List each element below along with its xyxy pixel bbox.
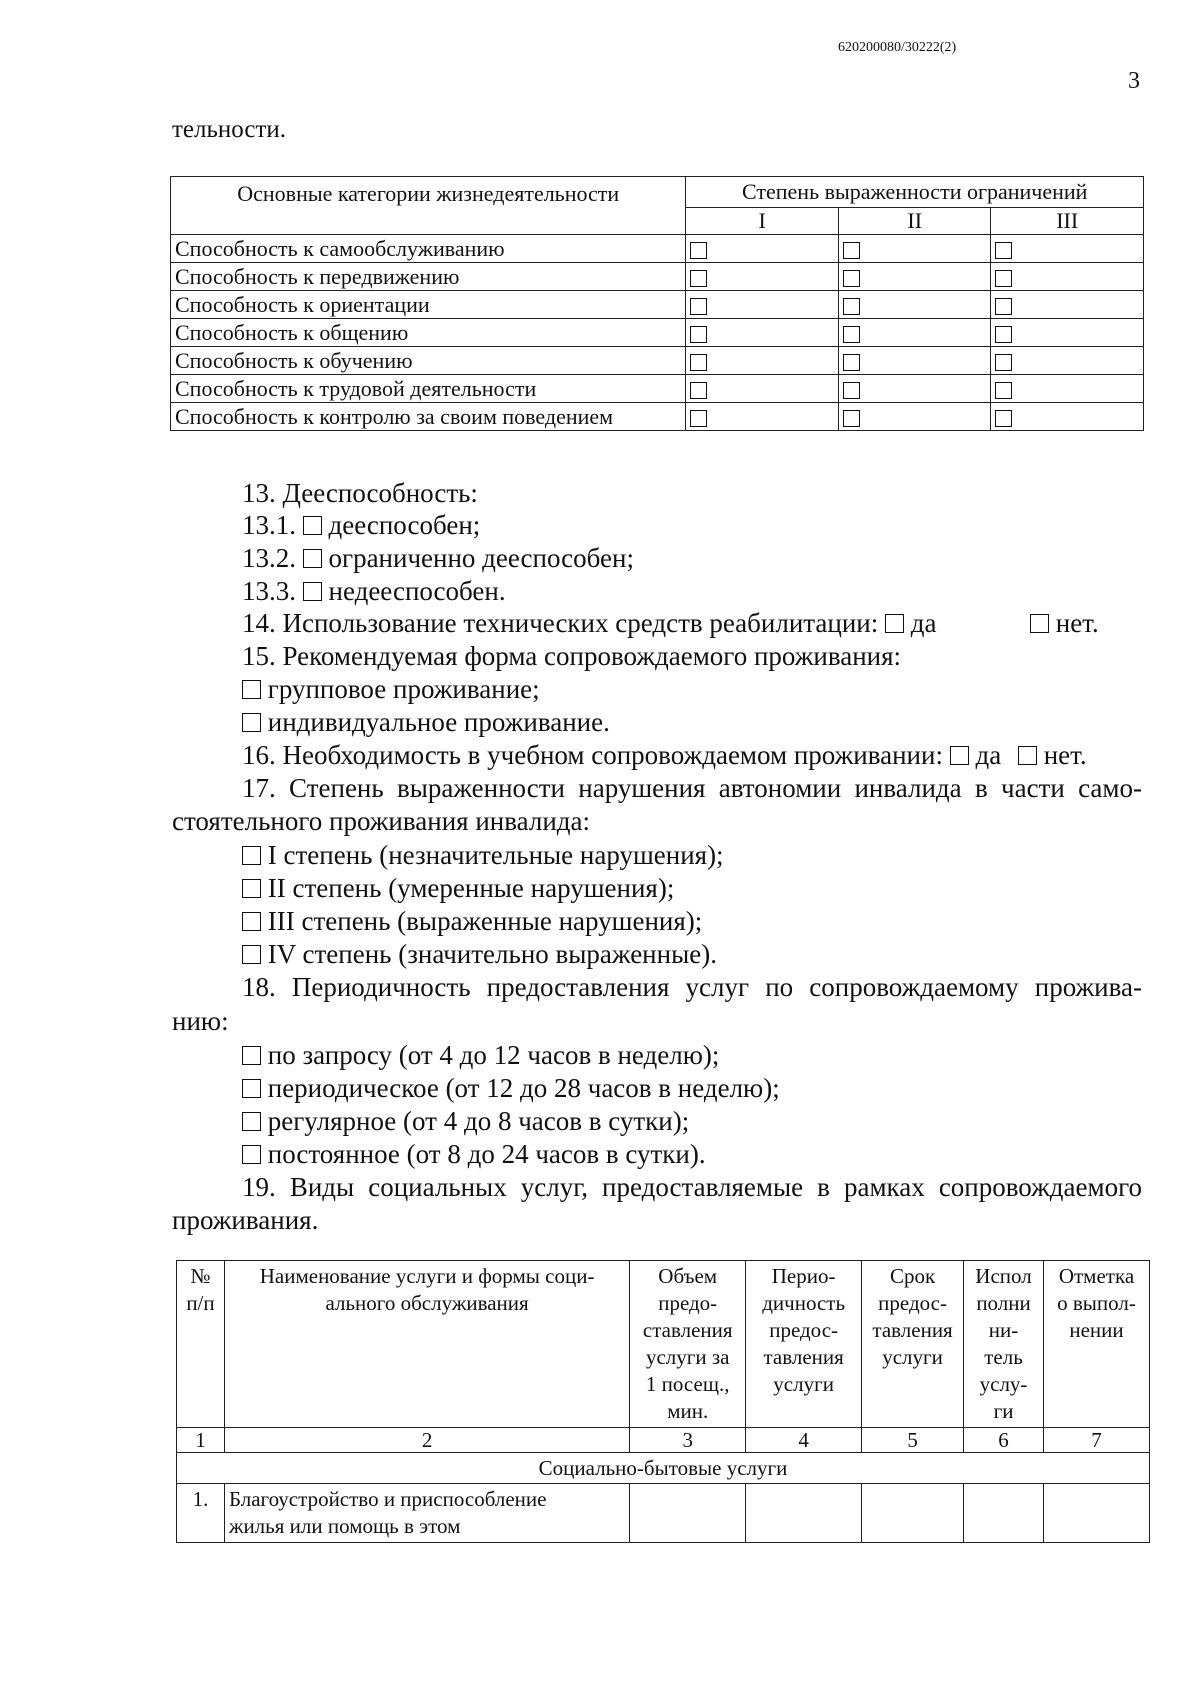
service-name: Благоустройство и приспособление жилья или помощь в этом	[224, 1484, 629, 1543]
completion-mark-cell[interactable]	[1044, 1484, 1150, 1543]
category-label: Способность к передвижению	[171, 263, 686, 291]
section-16	[242, 740, 1087, 771]
checkbox[interactable]	[242, 1079, 261, 1098]
checkbox[interactable]	[690, 326, 707, 343]
checkbox[interactable]	[995, 326, 1012, 343]
checkbox[interactable]	[843, 298, 860, 315]
checkbox-cell[interactable]	[686, 347, 839, 375]
header-executor: Испол полни ни- тель услу- ги	[964, 1261, 1044, 1428]
header-service-name: Наименование услуги и формы соци- ального обслуживания	[224, 1261, 629, 1428]
no-label: нет.	[1055, 608, 1099, 638]
column-number: 7	[1044, 1428, 1150, 1453]
category-label: Способность к трудовой деятельности	[171, 375, 686, 403]
category-label: Способность к общению	[171, 319, 686, 347]
yes-label: да	[975, 740, 1002, 770]
header-term: Срок предос- тавления услуги	[862, 1261, 964, 1428]
checkbox-cell[interactable]	[686, 235, 839, 263]
option-label: III степень (выраженные нарушения);	[267, 906, 703, 936]
option-label: по запросу (от 4 до 12 часов в неделю);	[267, 1040, 720, 1070]
section-18-line-2: нию:	[172, 1006, 229, 1036]
option-label: групповое проживание;	[267, 674, 540, 704]
option-13-2	[242, 543, 634, 574]
checkbox-cell[interactable]	[686, 403, 839, 431]
option-18-d	[242, 1139, 706, 1170]
checkbox-cell[interactable]	[686, 375, 839, 403]
checkbox-cell[interactable]	[686, 319, 839, 347]
checkbox[interactable]	[995, 382, 1012, 399]
column-number: 2	[224, 1428, 629, 1453]
section-14	[242, 608, 936, 639]
checkbox[interactable]	[242, 1145, 261, 1164]
degree-2-header: II	[838, 208, 991, 235]
section-19-line-2: проживания.	[172, 1205, 319, 1235]
checkbox[interactable]	[303, 516, 322, 535]
table-row	[177, 1484, 1150, 1543]
option-label: дееспособен;	[328, 510, 481, 540]
checkbox[interactable]	[690, 354, 707, 371]
category-label: Способность к ориентации	[171, 291, 686, 319]
option-label: недееспособен.	[328, 576, 506, 606]
checkbox[interactable]	[242, 846, 261, 865]
table-row	[171, 403, 1144, 431]
checkbox[interactable]	[242, 879, 261, 898]
col-category-header: Основные категории жизнедеятельности	[171, 177, 686, 235]
checkbox-cell[interactable]	[991, 235, 1144, 263]
option-label: индивидуальное проживание.	[267, 707, 610, 737]
checkbox-cell[interactable]	[838, 403, 991, 431]
option-15-a	[242, 674, 540, 705]
option-label: II степень (умеренные нарушения);	[267, 873, 675, 903]
checkbox-cell[interactable]	[991, 319, 1144, 347]
option-18-a	[242, 1040, 719, 1071]
checkbox[interactable]	[843, 410, 860, 427]
option-label: IV степень (значительно выраженные).	[267, 939, 717, 969]
checkbox-yes[interactable]	[885, 614, 904, 633]
section-16-title: 16. Необходимость в учебном сопровождаемом проживании:	[242, 740, 943, 770]
table-row	[171, 347, 1144, 375]
option-13-3	[242, 576, 506, 607]
section-row	[177, 1453, 1150, 1484]
no-label: нет.	[1043, 740, 1087, 770]
section-13-title: 13. Дееспособность:	[242, 478, 478, 508]
checkbox[interactable]	[690, 242, 707, 259]
checkbox-cell[interactable]	[838, 235, 991, 263]
table-row	[171, 263, 1144, 291]
option-number: 13.2.	[242, 543, 296, 573]
column-number-row	[177, 1428, 1150, 1453]
checkbox[interactable]	[995, 242, 1012, 259]
option-13-1	[242, 510, 480, 541]
checkbox[interactable]	[843, 354, 860, 371]
option-17-a	[242, 840, 724, 871]
section-14-no	[1030, 608, 1099, 639]
checkbox[interactable]	[843, 242, 860, 259]
checkbox-cell[interactable]	[991, 291, 1144, 319]
table-header-row	[177, 1261, 1150, 1428]
limitations-table	[170, 176, 1144, 431]
section-14-title: 14. Использование технических средств реабилитации:	[242, 608, 879, 638]
checkbox[interactable]	[690, 410, 707, 427]
checkbox[interactable]	[242, 713, 261, 732]
col-degree-header: Степень выраженности ограничений	[686, 177, 1144, 208]
degree-1-header: I	[686, 208, 839, 235]
option-18-c	[242, 1106, 689, 1137]
checkbox-cell[interactable]	[838, 347, 991, 375]
document-id: 620200080/30222(2)	[838, 40, 957, 55]
checkbox-no[interactable]	[1018, 746, 1037, 765]
checkbox[interactable]	[303, 582, 322, 601]
checkbox[interactable]	[303, 549, 322, 568]
section-title: Социально-бытовые услуги	[177, 1453, 1150, 1484]
category-label: Способность к контролю за своим поведением	[171, 403, 686, 431]
option-label: постоянное (от 8 до 24 часов в сутки).	[267, 1139, 706, 1169]
checkbox-cell[interactable]	[991, 347, 1144, 375]
header-number: № п/п	[177, 1261, 225, 1428]
category-label: Способность к обучению	[171, 347, 686, 375]
option-17-c	[242, 906, 702, 937]
checkbox-cell[interactable]	[991, 263, 1144, 291]
checkbox[interactable]	[242, 680, 261, 699]
checkbox[interactable]	[690, 270, 707, 287]
executor-cell[interactable]	[964, 1484, 1044, 1543]
checkbox-cell[interactable]	[991, 375, 1144, 403]
services-table	[176, 1260, 1150, 1543]
option-label: периодическое (от 12 до 28 часов в неделю);	[267, 1073, 780, 1103]
option-label: ограниченно дееспособен;	[328, 543, 634, 573]
checkbox[interactable]	[690, 298, 707, 315]
checkbox[interactable]	[843, 326, 860, 343]
option-15-b	[242, 707, 610, 738]
checkbox-cell[interactable]	[838, 375, 991, 403]
checkbox[interactable]	[242, 1046, 261, 1065]
checkbox[interactable]	[242, 1112, 261, 1131]
section-17-line-1: 17. Степень выраженности нарушения автономии инвалида в части само-	[242, 773, 1142, 803]
header-periodicity: Перио- дичность предос- тавления услуги	[746, 1261, 862, 1428]
checkbox[interactable]	[995, 298, 1012, 315]
section-15-title: 15. Рекомендуемая форма сопровождаемого проживания:	[242, 641, 902, 671]
checkbox-cell[interactable]	[686, 291, 839, 319]
column-number: 1	[177, 1428, 225, 1453]
checkbox[interactable]	[995, 270, 1012, 287]
section-17-line-2: стоятельного проживания инвалида:	[172, 806, 590, 836]
checkbox-no[interactable]	[1030, 614, 1049, 633]
checkbox[interactable]	[690, 382, 707, 399]
volume-cell[interactable]	[630, 1484, 746, 1543]
continuation-text: тельности.	[172, 116, 287, 143]
option-label: I степень (незначительные нарушения);	[267, 840, 724, 870]
checkbox[interactable]	[843, 270, 860, 287]
header-volume: Объем предо- ставления услуги за 1 посещ., мин.	[630, 1261, 746, 1428]
checkbox-cell[interactable]	[838, 291, 991, 319]
row-number: 1.	[177, 1484, 225, 1543]
option-label: регулярное (от 4 до 8 часов в сутки);	[267, 1106, 690, 1136]
term-cell[interactable]	[862, 1484, 964, 1543]
table-row	[171, 319, 1144, 347]
option-17-d	[242, 939, 717, 970]
column-number: 6	[964, 1428, 1044, 1453]
checkbox[interactable]	[995, 410, 1012, 427]
header-completion-mark: Отметка о выпол- нении	[1044, 1261, 1150, 1428]
checkbox-cell[interactable]	[838, 263, 991, 291]
column-number: 3	[630, 1428, 746, 1453]
table-row	[171, 375, 1144, 403]
checkbox[interactable]	[242, 912, 261, 931]
option-number: 13.1.	[242, 510, 296, 540]
checkbox[interactable]	[843, 382, 860, 399]
checkbox-cell[interactable]	[686, 263, 839, 291]
section-19-line-1: 19. Виды социальных услуг, предоставляемые в рамках сопровождаемого	[242, 1172, 1142, 1202]
table-row	[171, 235, 1144, 263]
checkbox[interactable]	[995, 354, 1012, 371]
degree-3-header: III	[991, 208, 1144, 235]
checkbox[interactable]	[242, 945, 261, 964]
checkbox-cell[interactable]	[838, 319, 991, 347]
option-17-b	[242, 873, 674, 904]
page-number: 3	[1128, 68, 1140, 94]
column-number: 5	[862, 1428, 964, 1453]
section-18-line-1: 18. Периодичность предоставления услуг по сопровождаемому прожива-	[242, 972, 1142, 1002]
table-row	[171, 291, 1144, 319]
yes-label: да	[910, 608, 937, 638]
checkbox-cell[interactable]	[991, 403, 1144, 431]
option-18-b	[242, 1073, 780, 1104]
checkbox-yes[interactable]	[950, 746, 969, 765]
column-number: 4	[746, 1428, 862, 1453]
periodicity-cell[interactable]	[746, 1484, 862, 1543]
category-label: Способность к самообслуживанию	[171, 235, 686, 263]
option-number: 13.3.	[242, 576, 296, 606]
